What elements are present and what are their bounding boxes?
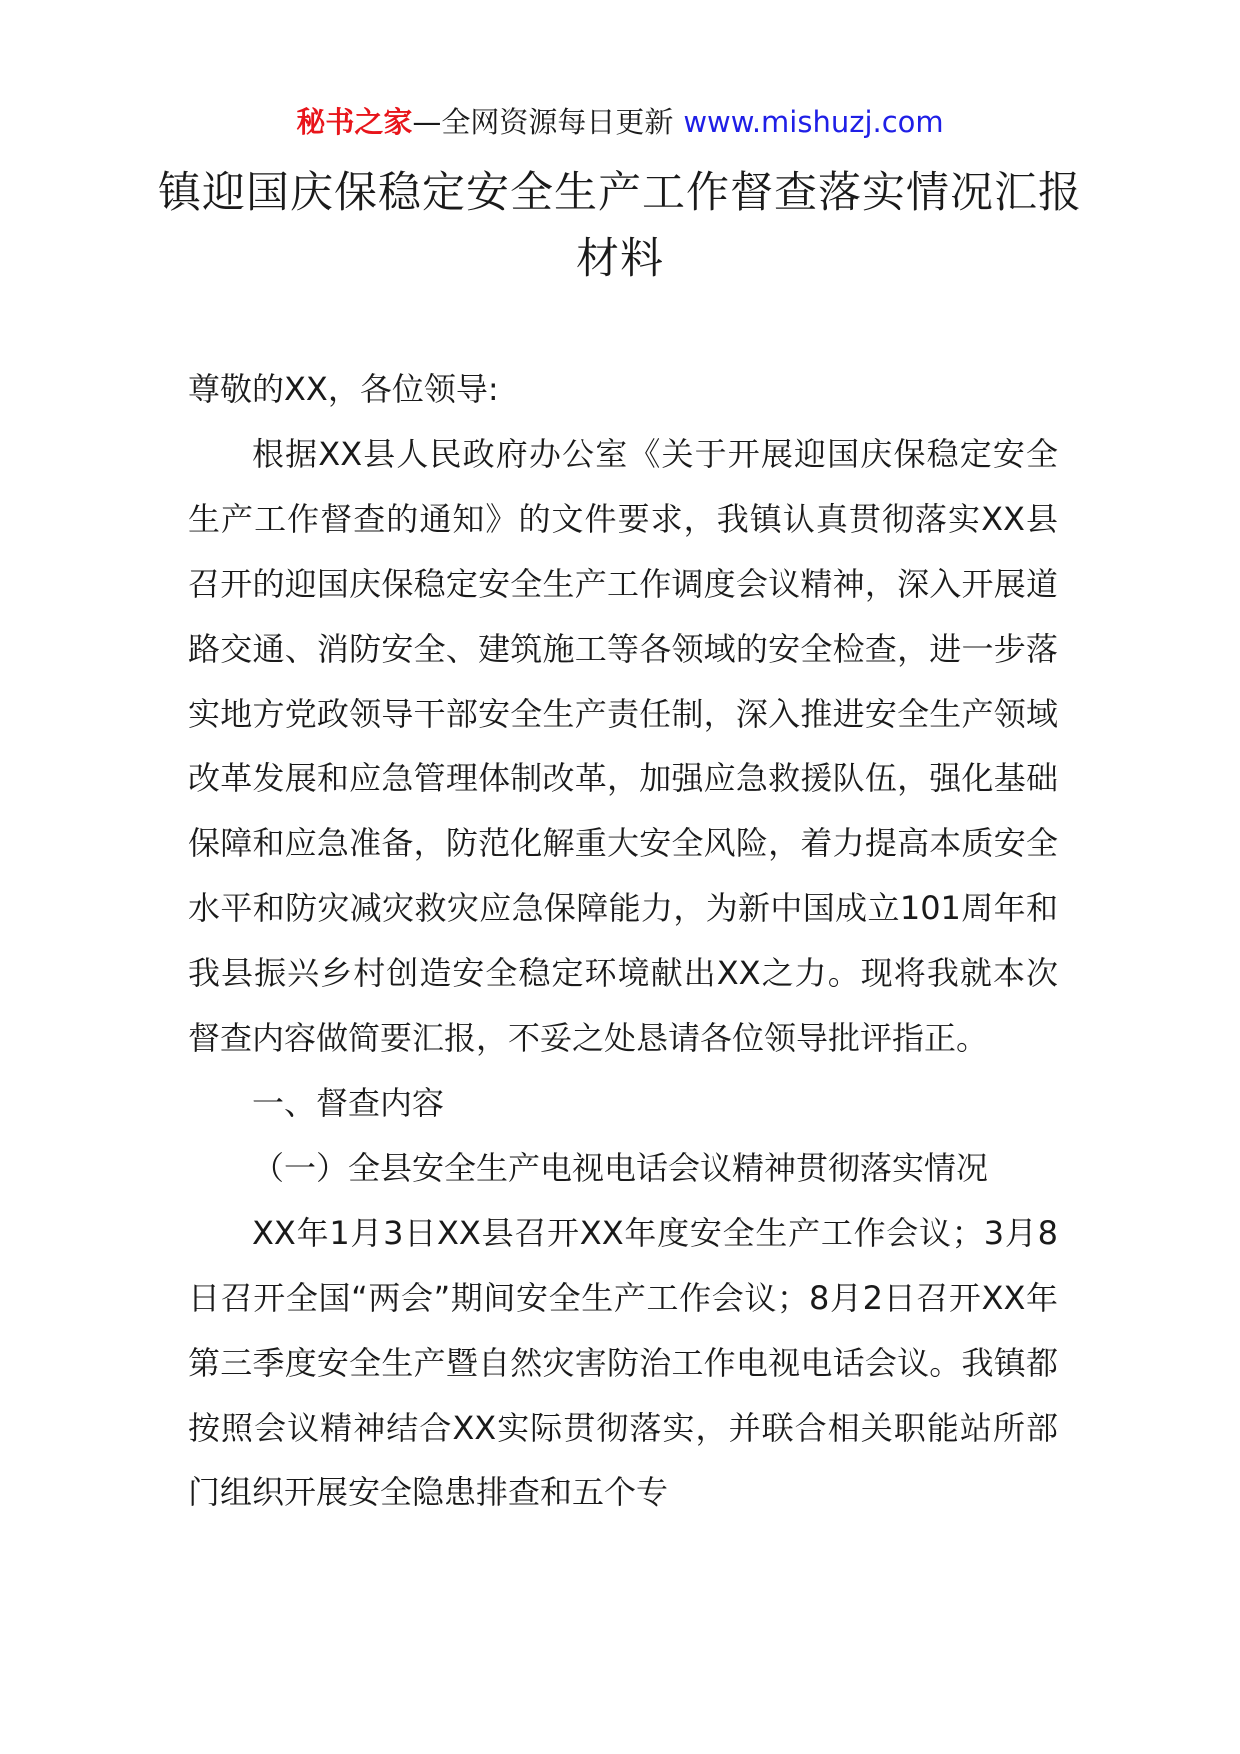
section-heading: 一、督查内容 (252, 1083, 445, 1122)
site-header (0, 100, 1240, 144)
brand-name: 秘书之家 (296, 105, 413, 139)
subsection-heading: （一）全县安全生产电视电话会议精神贯彻落实情况 (252, 1148, 989, 1187)
subsection-paragraph: XX年1月3日XX县召开XX年度安全生产工作会议；3月8日召开全国“两会”期间安全生产工作会议；8月2日召开XX年第三季度安全生产暨自然灾害防治工作电视电话会议。我镇都按照会议精神结合XX实际贯彻落实，并联合相关职能站所部门组织开展安全隐患排查和五个专 (188, 1213, 1058, 1512)
site-url-link[interactable]: www.mishuzj.com (683, 105, 944, 139)
intro-paragraph: 根据XX县人民政府办公室《关于开展迎国庆保稳定安全生产工作督查的通知》的文件要求，我镇认真贯彻落实XX县召开的迎国庆保稳定安全生产工作调度会议精神，深入开展道路交通、消防安全、建筑施工等各领域的安全检查，进一步落实地方党政领导干部安全生产责任制，深入推进安全生产领域改革发展和应急管理体制改革，加强应急救援队伍，强化基础保障和应急准备，防范化解重大安全风险，着力提高本质安全水平和防灾减灾救灾应急保障能力，为新中国成立101周年和我县振兴乡村创造安全稳定环境献出XX之力。现将我就本次督查内容做简要汇报，不妥之处恳请各位领导批评指正。 (188, 434, 1058, 1058)
salutation: 尊敬的XX，各位领导: (188, 370, 499, 408)
document-title: 镇迎国庆保稳定安全生产工作督查落实情况汇报材料 (158, 168, 1082, 284)
document-body (188, 357, 1058, 1525)
header-tagline: —全网资源每日更新 (412, 105, 674, 139)
